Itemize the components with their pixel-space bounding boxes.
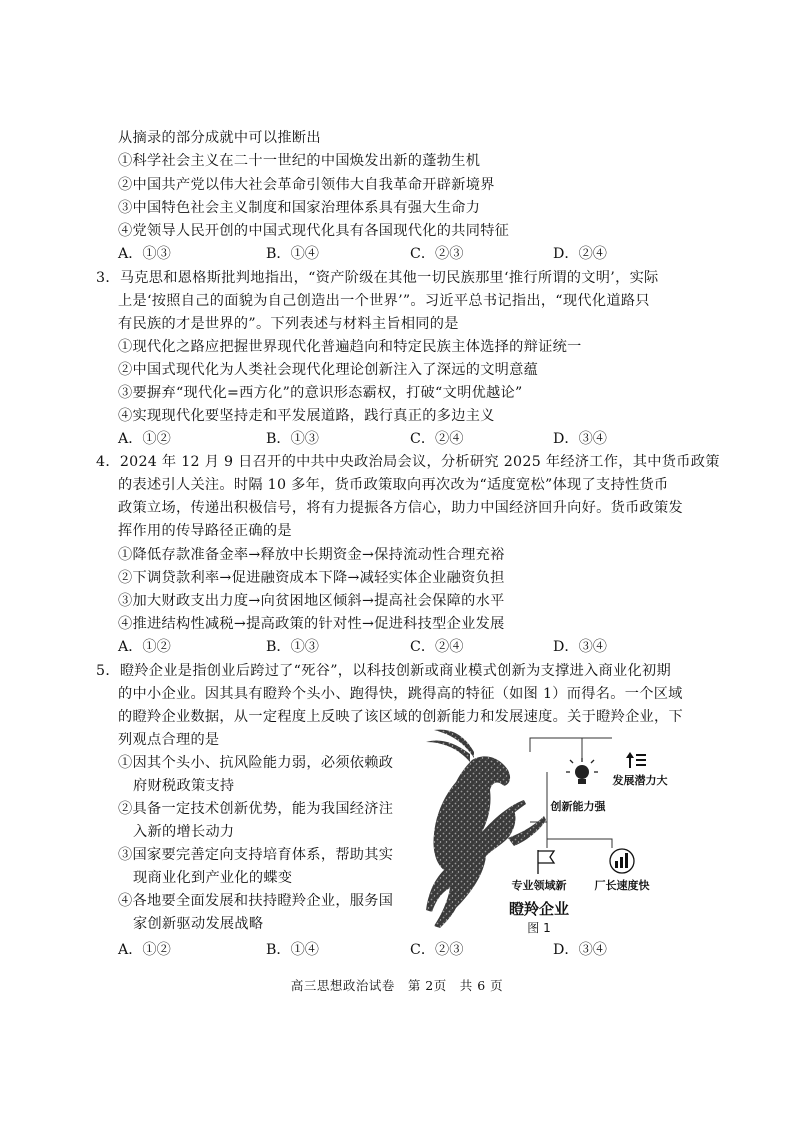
growth-arrow-icon	[626, 752, 646, 768]
q5-item-1b: 府财税政策支持	[133, 778, 235, 794]
q5-options	[118, 940, 638, 960]
label-specialized: 专业领域新	[511, 879, 567, 892]
q5-option-a: A．①②	[118, 942, 171, 958]
q5-stem-line-1: 5．瞪羚企业是指创业后跨过了“死谷”，以科技创新或商业模式创新为支撑进入商业化初期	[96, 663, 671, 679]
figure-caption: 图 1	[527, 921, 551, 935]
q2-item-4: ④党领导人民开创的中国式现代化具有各国现代化的共同特征	[118, 223, 510, 239]
q2-item-2: ②中国共产党以伟大社会革命引领伟大自我革命开辟新境界	[118, 177, 495, 193]
q5-stem-line-3: 的瞪羚企业数据，从一定程度上反映了该区域的创新能力和发展速度。关于瞪羚企业，下	[118, 709, 684, 725]
q4-option-d: D．③④	[553, 639, 607, 655]
q2-item-3: ③中国特色社会主义制度和国家治理体系具有强大生命力	[118, 200, 481, 216]
q5-option-c: C．②③	[410, 942, 464, 958]
q3-option-b: B．①③	[266, 431, 319, 447]
q4-option-b: B．①③	[266, 639, 319, 655]
q5-item-2a: ②具备一定技术创新优势，能为我国经济注	[118, 801, 394, 817]
q3-option-c: C．②④	[410, 431, 464, 447]
bar-chart-icon	[610, 849, 634, 873]
q4-item-2: ②下调贷款利率→促进融资成本下降→减轻实体企业融资负担	[118, 570, 505, 586]
lightbulb-icon	[566, 758, 598, 784]
q2-option-a: A．①③	[118, 246, 171, 262]
label-growth: 厂长速度快	[594, 879, 650, 892]
q4-item-3: ③加大财政支出力度→向贫困地区倾斜→提高社会保障的水平	[118, 593, 505, 609]
q3-options	[118, 429, 638, 449]
q3-item-3: ③要摒弃“现代化=西方化”的意识形态霸权，打破“文明优越论”	[118, 385, 523, 401]
q3-option-a: A．①②	[118, 431, 171, 447]
page-footer: 高三思想政治试卷 第 2页 共 6 页	[290, 978, 504, 993]
q3-item-2: ②中国式现代化为人类社会现代化理论创新注入了深远的文明意蕴	[118, 362, 539, 378]
q2-item-1: ①科学社会主义在二十一世纪的中国焕发出新的蓬勃生机	[118, 153, 481, 169]
q3-option-d: D．③④	[553, 431, 607, 447]
q2-option-c: C．②③	[410, 246, 464, 262]
q5-item-4a: ④各地要全面发展和扶持瞪羚企业，服务国	[118, 893, 394, 909]
q5-option-b: B．①④	[266, 942, 319, 958]
q4-option-c: C．②④	[410, 639, 464, 655]
q5-item-2b: 入新的增长动力	[133, 824, 235, 840]
figure-connector-lines	[530, 738, 612, 848]
q2-option-d: D．②④	[553, 246, 607, 262]
q2-stem-end: 从摘录的部分成就中可以推断出	[118, 130, 321, 146]
q3-stem-line-2: 上是‘按照自己的面貌为自己创造出一个世界’”。习近平总书记指出，“现代化道路只	[118, 293, 650, 309]
q5-option-d: D．③④	[553, 942, 607, 958]
q2-option-b: B．①④	[266, 246, 319, 262]
q4-stem-line-4: 挥作用的传导路径正确的是	[118, 523, 292, 539]
q4-item-1: ①降低存款准备金率→释放中长期资金→保持流动性合理充裕	[118, 547, 505, 563]
q4-item-4: ④推进结构性减税→提高政策的针对性→促进科技型企业发展	[118, 616, 505, 632]
q4-stem-line-1: 4．2024 年 12 月 9 日召开的中共中央政治局会议，分析研究 2025 年经济工作，其中货币政策	[96, 454, 720, 470]
figure-title: 瞪羚企业	[508, 900, 570, 918]
q5-item-3b: 现商业化到产业化的蝶变	[133, 870, 293, 886]
label-innovation: 创新能力强	[550, 800, 606, 813]
q5-stem-line-4: 列观点合理的是	[118, 732, 220, 748]
q4-stem-line-2: 的表述引人关注。时隔 10 多年，货币政策取向再次改为“适度宽松”体现了支持性货币	[118, 477, 669, 493]
q4-options	[118, 637, 638, 657]
figure-gazelle-enterprise	[412, 724, 682, 939]
q3-item-4: ④实现现代化要坚持走和平发展道路，践行真正的多边主义	[118, 408, 495, 424]
q5-item-3a: ③国家要完善定向支持培育体系，帮助其实	[118, 847, 394, 863]
q3-stem-line-3: 有民族的才是世界的”。下列表述与材料主旨相同的是	[118, 316, 459, 332]
q5-item-1a: ①因其个头小、抗风险能力弱，必须依赖政	[118, 755, 394, 771]
flag-icon	[538, 850, 554, 874]
q3-item-1: ①现代化之路应把握世界现代化普遍趋向和特定民族主体选择的辩证统一	[118, 339, 582, 355]
gazelle-silhouette	[426, 730, 546, 928]
q5-stem-line-2: 的中小企业。因其具有瞪羚个头小、跑得快，跳得高的特征（如图 1）而得名。一个区域	[118, 686, 683, 702]
label-potential: 发展潜力大	[612, 774, 668, 787]
q4-stem-line-3: 政策立场，传递出积极信号，将有力提振各方信心，助力中国经济回升向好。货币政策发	[118, 500, 684, 516]
q2-options	[118, 244, 638, 264]
q5-item-4b: 家创新驱动发展战略	[133, 916, 264, 932]
q4-option-a: A．①②	[118, 639, 171, 655]
q3-stem-line-1: 3．马克思和恩格斯批判地指出，“资产阶级在其他一切民族那里‘推行所谓的文明’，实际	[96, 270, 659, 286]
